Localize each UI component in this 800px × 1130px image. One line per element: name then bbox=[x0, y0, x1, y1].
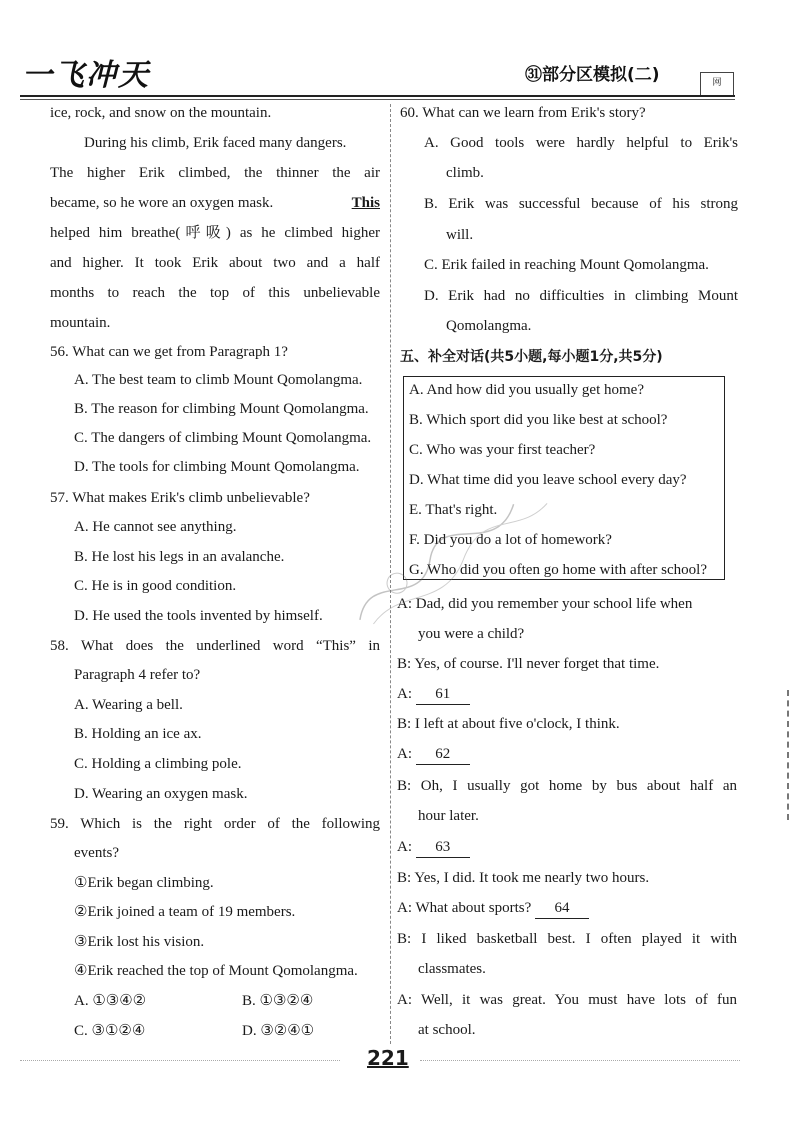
speaker-label: A: bbox=[397, 746, 412, 762]
dialog-line: classmates. bbox=[418, 961, 486, 977]
dialog-option-b: B. Which sport did you like best at school? bbox=[409, 412, 668, 428]
q56-option-b[interactable]: B. The reason for climbing Mount Qomolangma. bbox=[74, 401, 369, 417]
q59-option-b[interactable]: B. ①③②④ bbox=[242, 993, 314, 1009]
q57-option-a[interactable]: A. He cannot see anything. bbox=[74, 519, 237, 535]
q59-option-d[interactable]: D. ③②④① bbox=[242, 1023, 315, 1039]
footer-rule-left bbox=[20, 1060, 340, 1061]
dialog-text: A: What about sports? bbox=[397, 900, 532, 916]
dialog-option-f: F. Did you do a lot of homework? bbox=[409, 532, 612, 548]
dialog-line: at school. bbox=[418, 1022, 476, 1038]
section-5-title: 五、补全对话(共5小题,每小题1分,共5分) bbox=[400, 349, 663, 365]
dialog-line: B: I liked basketball best. I often played it with bbox=[397, 931, 737, 947]
header-stamp: 网 bbox=[700, 72, 734, 96]
q58-option-d[interactable]: D. Wearing an oxygen mask. bbox=[74, 786, 248, 802]
dialog-option-d: D. What time did you leave school every day? bbox=[409, 472, 687, 488]
dialog-line-blank-64 bbox=[397, 898, 589, 919]
q59-option-a[interactable]: A. ①③④② bbox=[74, 993, 147, 1009]
footer-rule-right bbox=[420, 1060, 740, 1061]
passage-line: months to reach the top of this unbelievable bbox=[50, 285, 380, 301]
passage-line bbox=[50, 193, 380, 213]
dialog-line: B: I left at about five o'clock, I think. bbox=[397, 716, 620, 732]
dialog-line-blank-63 bbox=[397, 837, 470, 858]
question-57: 57. What makes Erik's climb unbelievable? bbox=[50, 490, 310, 506]
q56-option-c[interactable]: C. The dangers of climbing Mount Qomolangma. bbox=[74, 430, 372, 446]
dialog-line: B: Yes, I did. It took me nearly two hours. bbox=[397, 870, 650, 886]
dialog-option-c: C. Who was your first teacher? bbox=[409, 442, 596, 458]
q57-option-c[interactable]: C. He is in good condition. bbox=[74, 578, 237, 594]
speaker-label: A: bbox=[397, 839, 412, 855]
q60-option-d[interactable]: D. Erik had no difficulties in climbing Mount bbox=[424, 288, 738, 304]
question-56: 56. What can we get from Paragraph 1? bbox=[50, 344, 288, 360]
q58-option-c[interactable]: C. Holding a climbing pole. bbox=[74, 756, 242, 772]
passage-line: During his climb, Erik faced many dangers. bbox=[84, 135, 347, 151]
q60-option-b-cont: will. bbox=[446, 227, 474, 243]
q60-option-b[interactable]: B. Erik was successful because of his strong bbox=[424, 196, 738, 212]
passage-line: helped him breathe(呼吸) as he climbed higher bbox=[50, 225, 380, 241]
question-58: 58. What does the underlined word “This” in bbox=[50, 638, 380, 654]
q60-option-d-cont: Qomolangma. bbox=[446, 318, 532, 334]
q58-option-b[interactable]: B. Holding an ice ax. bbox=[74, 726, 202, 742]
dialog-line: B: Yes, of course. I'll never forget that time. bbox=[397, 656, 660, 672]
question-58-cont: Paragraph 4 refer to? bbox=[74, 667, 201, 683]
passage-text: became, so he wore an oxygen mask. bbox=[50, 195, 274, 211]
dialog-line: A: Well, it was great. You must have lots of fun bbox=[397, 992, 737, 1008]
dialog-option-a: A. And how did you usually get home? bbox=[409, 382, 644, 398]
passage-line: and higher. It took Erik about two and a half bbox=[50, 255, 380, 271]
q59-event-3: ③Erik lost his vision. bbox=[74, 934, 205, 950]
q56-option-d[interactable]: D. The tools for climbing Mount Qomolangma. bbox=[74, 459, 360, 475]
dialog-line-blank-62 bbox=[397, 744, 470, 765]
answer-blank-64[interactable]: 64 bbox=[535, 898, 589, 919]
q57-option-b[interactable]: B. He lost his legs in an avalanche. bbox=[74, 549, 285, 565]
q56-option-a[interactable]: A. The best team to climb Mount Qomolangma. bbox=[74, 372, 363, 388]
header-rule-thin bbox=[20, 99, 735, 100]
q57-option-d[interactable]: D. He used the tools invented by himself. bbox=[74, 608, 323, 624]
dialog-line: you were a child? bbox=[418, 626, 525, 642]
dialog-line: A: Dad, did you remember your school life when bbox=[397, 596, 693, 612]
q58-option-a[interactable]: A. Wearing a bell. bbox=[74, 697, 183, 713]
q59-event-4: ④Erik reached the top of Mount Qomolangma. bbox=[74, 963, 358, 979]
section-header: ㉛部分区模拟(二) bbox=[525, 65, 660, 85]
book-title: 一飞冲天 bbox=[22, 58, 150, 93]
dialog-line-blank-61 bbox=[397, 684, 470, 705]
dialog-option-e: E. That's right. bbox=[409, 502, 498, 518]
answer-blank-62[interactable]: 62 bbox=[416, 744, 470, 765]
dialog-line: hour later. bbox=[418, 808, 479, 824]
passage-line: The higher Erik climbed, the thinner the air bbox=[50, 165, 380, 181]
header-rule bbox=[20, 95, 735, 97]
answer-blank-61[interactable]: 61 bbox=[416, 684, 470, 705]
q59-event-1: ①Erik began climbing. bbox=[74, 875, 214, 891]
question-60: 60. What can we learn from Erik's story? bbox=[400, 105, 646, 121]
dialog-option-g: G. Who did you often go home with after school? bbox=[409, 562, 707, 578]
dialog-line: B: Oh, I usually got home by bus about half an bbox=[397, 778, 737, 794]
question-59-cont: events? bbox=[74, 845, 119, 861]
margin-bar bbox=[787, 690, 789, 820]
passage-line: mountain. bbox=[50, 315, 111, 331]
q59-event-2: ②Erik joined a team of 19 members. bbox=[74, 904, 296, 920]
passage-line: ice, rock, and snow on the mountain. bbox=[50, 105, 272, 121]
q59-option-c[interactable]: C. ③①②④ bbox=[74, 1023, 146, 1039]
q60-option-a-cont: climb. bbox=[446, 165, 484, 181]
q60-option-a[interactable]: A. Good tools were hardly helpful to Erik's bbox=[424, 135, 738, 151]
question-59: 59. Which is the right order of the following bbox=[50, 816, 380, 832]
underlined-word: This bbox=[351, 195, 380, 211]
answer-blank-63[interactable]: 63 bbox=[416, 837, 470, 858]
page-number: 221 bbox=[367, 1046, 409, 1070]
q60-option-c[interactable]: C. Erik failed in reaching Mount Qomolangma. bbox=[424, 257, 709, 273]
speaker-label: A: bbox=[397, 686, 412, 702]
